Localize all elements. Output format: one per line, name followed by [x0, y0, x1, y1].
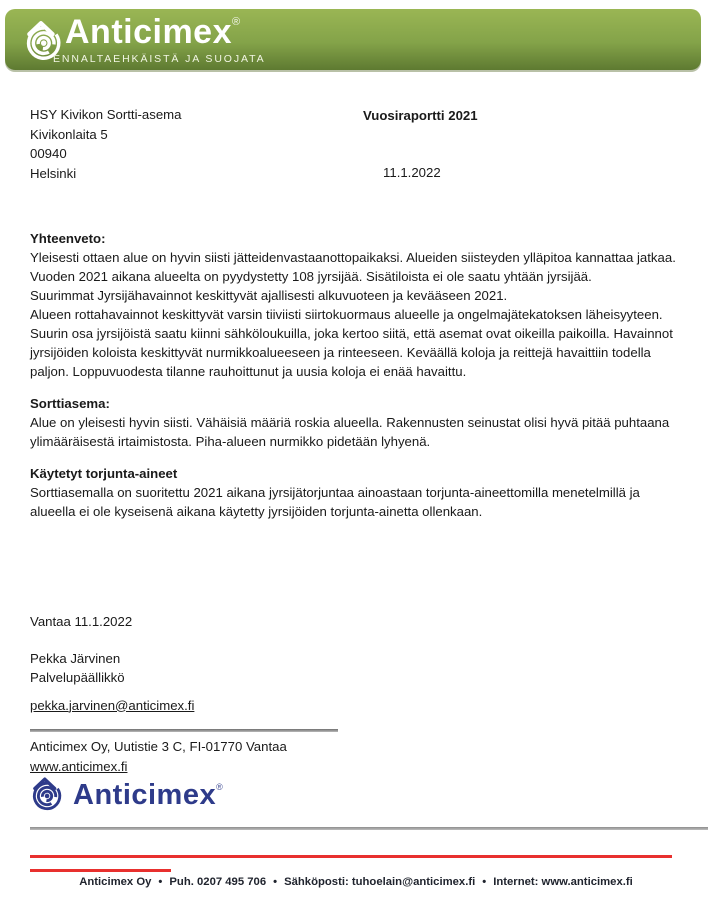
- section-heading: Sorttiasema:: [30, 396, 110, 411]
- paragraph: Alueen rottahavainnot keskittyvät varsin tiiviisti siirtokuormaus alueelle ja ongelmajätekatoksen läheisyyteen. Suurin osa jyrsijöistä saatu kiinni sähköloukuilla, joka kertoo siitä, että asemat ovat oikeilla paikoilla. Havainnot jyrsijöiden koloista keskittyvät nurmikkoalueeseen ja rinteeseen. Keväällä koloja ja reittejä havaittiin todella paljon. Loppuvuodesta tilanne rauhoittunut ja uusia koloja ei enää havaittu.: [30, 307, 673, 379]
- section-sorting-station: [30, 394, 688, 451]
- paragraph: Yleisesti ottaen alue on hyvin siisti jätteidenvastaanottopaikaksi. Alueiden siisteyden ylläpitoa kannattaa jatkaa.: [30, 250, 676, 265]
- signature-job-title: Palvelupäällikkö: [30, 670, 125, 685]
- section-summary: [30, 229, 688, 381]
- company-logo: [28, 774, 223, 816]
- report-body: [30, 229, 688, 521]
- recipient-city: Helsinki: [30, 165, 77, 181]
- recipient-street: Kivikonlaita 5: [30, 126, 108, 142]
- paragraph: Alue on yleisesti hyvin siisti. Vähäisiä määriä roskia alueella. Rakennusten seinustat olisi hyvä pitää puhtaana ylimääräisestä irtaimistosta. Piha-alueen nurmikko pidetään lyhyenä.: [30, 415, 670, 449]
- brand-name: Anticimex: [65, 13, 232, 51]
- paragraph: Vuoden 2021 aikana alueelta on pyydystetty 108 jyrsijää. Sisätiloista ei ole saatu yhtään jyrsijää.: [30, 269, 592, 284]
- footer-company: Anticimex Oy: [79, 876, 152, 888]
- recipient-postal-code: 00940: [30, 146, 67, 161]
- signature-name: Pekka Järvinen: [30, 650, 121, 666]
- footer-contact-line: [0, 875, 712, 890]
- footer-email: Sähköposti: tuhoelain@anticimex.fi: [284, 876, 476, 888]
- signature-block: [30, 612, 194, 715]
- section-pesticides-used: [30, 464, 688, 521]
- section-heading: Käytetyt torjunta-aineet: [30, 466, 178, 481]
- registered-mark-icon: ®: [216, 782, 223, 792]
- bullet-separator-icon: •: [482, 876, 487, 888]
- footer-phone: Puh. 0207 495 706: [169, 876, 267, 888]
- anticimex-swirl-icon: [28, 774, 65, 816]
- company-website-link[interactable]: www.anticimex.fi: [30, 758, 128, 774]
- report-date: 11.1.2022: [383, 165, 441, 180]
- bullet-separator-icon: •: [273, 876, 278, 888]
- brand-name: Anticimex: [73, 779, 217, 811]
- signature-divider-rule: [30, 729, 338, 732]
- company-address: Anticimex Oy, Uutistie 3 C, FI-01770 Vantaa: [30, 739, 287, 754]
- footer-internet: Internet: www.anticimex.fi: [493, 876, 633, 888]
- signature-email-link[interactable]: pekka.jarvinen@anticimex.fi: [30, 697, 195, 713]
- report-title: Vuosiraportti 2021: [363, 108, 478, 123]
- recipient-address: [30, 105, 181, 183]
- paragraph: Suurimmat Jyrsijähavainnot keskittyvät ajallisesti alkuvuoteen ja kevääseen 2021.: [30, 288, 508, 303]
- signature-place-date: Vantaa 11.1.2022: [30, 614, 133, 629]
- red-rule-short: [30, 869, 171, 872]
- bullet-separator-icon: •: [158, 876, 163, 888]
- company-block: [30, 737, 287, 776]
- paragraph: Sorttiasemalla on suoritettu 2021 aikana jyrsijätorjuntaa ainoastaan torjunta-aineettomilla menetelmillä ja alueella ei ole kyseisenä aikana käytetty jyrsijöiden torjunta-ainetta ollenkaan.: [30, 485, 640, 519]
- footer-divider-rule: [30, 827, 708, 830]
- red-rule-long: [30, 855, 672, 858]
- section-heading: Yhteenveto:: [30, 231, 106, 246]
- brand-logotype: [65, 12, 240, 52]
- header-banner: [5, 9, 701, 70]
- recipient-name: HSY Kivikon Sortti-asema: [30, 107, 182, 122]
- brand-tagline: ENNALTAEHKÄISTÄ JA SUOJATA: [53, 53, 266, 65]
- registered-mark-icon: ®: [232, 16, 241, 28]
